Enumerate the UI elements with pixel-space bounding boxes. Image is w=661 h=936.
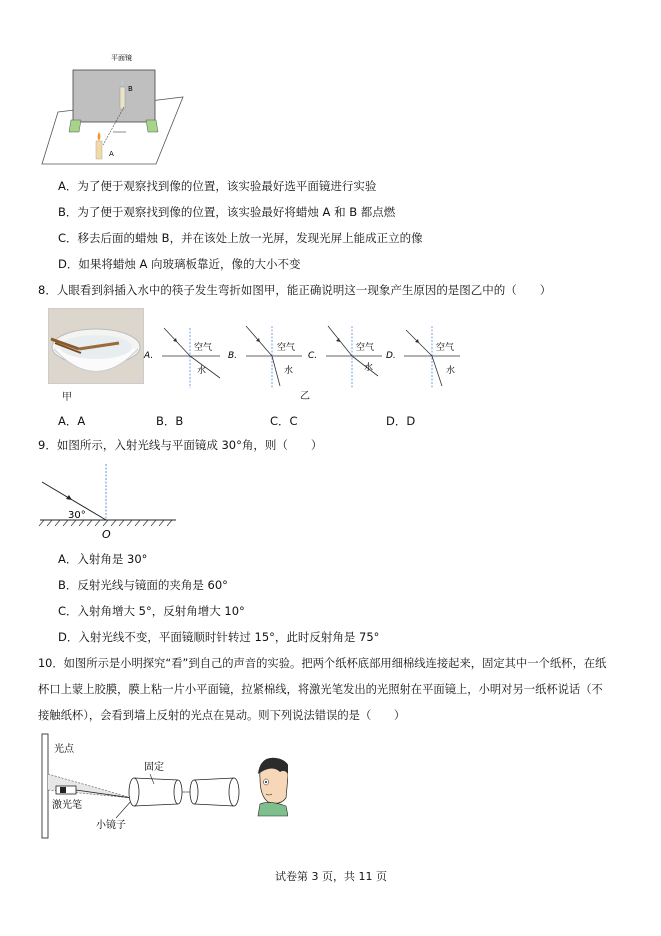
mirror-label: 平面镜 xyxy=(111,54,132,62)
candle-a xyxy=(96,141,102,159)
svg-text:空气: 空气 xyxy=(277,343,296,353)
wall xyxy=(42,734,48,838)
svg-text:水: 水 xyxy=(446,366,456,376)
q9-stem: 9．如图所示，入射光线与平面镜成 30°角，则（ ） xyxy=(38,438,323,452)
diagram-a xyxy=(143,328,220,388)
diagram-b xyxy=(228,326,302,388)
plane-mirror-experiment-figure xyxy=(38,52,188,167)
candle-a-label: A xyxy=(109,150,114,158)
fixed-label: 固定 xyxy=(144,762,164,773)
svg-text:水: 水 xyxy=(284,366,294,376)
q10-stem-line-1: 10．如图所示是小明探究“看”到自己的声音的实验。把两个纸杯底部用细棉线连接起来，固定其中一个纸杯，在纸 xyxy=(38,657,607,670)
fig-jia-label: 甲 xyxy=(62,392,72,403)
angle-label: 30° xyxy=(68,510,86,521)
svg-text:空气: 空气 xyxy=(356,343,375,353)
q8-stem: 8．人眼看到斜插入水中的筷子发生弯折如图甲，能正确说明这一现象产生原因的是图乙中的（ ） xyxy=(38,283,552,297)
q7-option-a: A．为了便于观察找到像的位置，该实验最好选平面镜进行实验 xyxy=(58,179,377,193)
q9-option-d: D．入射光线不变，平面镜顺时针转过 15°，此时反射角是 75° xyxy=(58,630,380,644)
right-stand xyxy=(146,120,158,132)
svg-text:水: 水 xyxy=(197,366,207,376)
svg-text:D.: D. xyxy=(386,351,396,361)
small-mirror-label: 小镜子 xyxy=(96,820,126,831)
laser-sound-experiment-figure xyxy=(38,730,288,842)
left-stand xyxy=(69,120,81,132)
reflection-angle-figure xyxy=(38,458,188,542)
boy-illustration xyxy=(258,758,288,816)
svg-text:C.: C. xyxy=(308,351,318,361)
q8-option-b: B．B xyxy=(156,414,184,428)
svg-text:空气: 空气 xyxy=(436,343,455,353)
q10-stem-line-2: 杯口上蒙上胶膜，膜上粘一片小平面镜，拉紧棉线，将激光笔发出的光照射在平面镜上，小明对另一纸杯说话（不 xyxy=(38,683,603,696)
fig-yi-label: 乙 xyxy=(300,391,310,402)
light-spot-label: 光点 xyxy=(54,744,74,755)
q10-stem-line-3: 接触纸杯），会看到墙上反射的光点在晃动。则下列说法错误的是（ ） xyxy=(38,709,406,722)
laser-pen-label: 激光笔 xyxy=(52,800,82,811)
svg-text:水: 水 xyxy=(364,363,374,373)
q9-option-b: B．反射光线与镜面的夹角是 60° xyxy=(58,578,228,592)
page-footer: 试卷第 3 页，共 11 页 xyxy=(275,870,387,883)
candle-b xyxy=(120,87,125,109)
q8-option-a: A．A xyxy=(58,414,86,428)
svg-text:B.: B. xyxy=(228,351,238,361)
glass-plate xyxy=(73,70,155,122)
q7-option-c: C．移去后面的蜡烛 B，并在该处上放一光屏，发现光屏上能成正立的像 xyxy=(58,231,423,245)
diagram-d xyxy=(386,326,460,388)
q9-option-c: C．入射角增大 5°，反射角增大 10° xyxy=(58,604,245,618)
q9-option-a: A．入射角是 30° xyxy=(58,552,148,566)
q7-option-d: D．如果将蜡烛 A 向玻璃板靠近，像的大小不变 xyxy=(58,257,301,271)
candle-b-label: B xyxy=(128,85,133,93)
svg-text:A.: A. xyxy=(144,351,154,361)
point-o-label: O xyxy=(102,528,111,541)
q7-option-b: B．为了便于观察找到像的位置，该实验最好将蜡烛 A 和 B 都点燃 xyxy=(58,205,396,219)
q8-option-d: D．D xyxy=(386,414,416,428)
diagram-c xyxy=(308,326,382,388)
chopstick-bowl-photo xyxy=(48,308,144,384)
svg-text:空气: 空气 xyxy=(194,343,213,353)
q8-option-c: C．C xyxy=(270,414,298,428)
